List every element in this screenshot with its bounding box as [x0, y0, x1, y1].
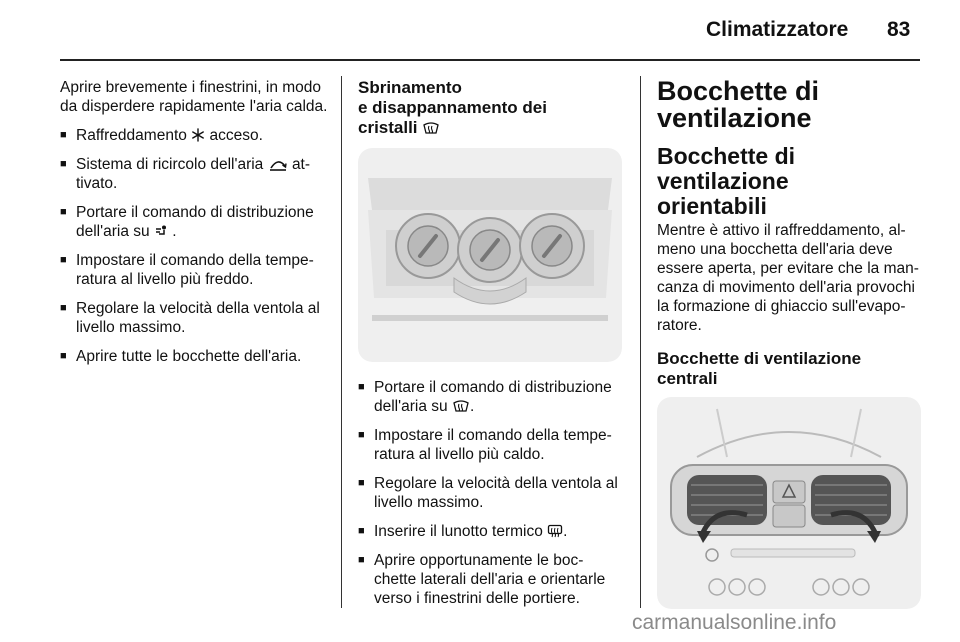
heading-line: ventilazione [657, 103, 812, 133]
bullet-text: at-tivato. [76, 156, 311, 192]
heading-line: Bocchette di [657, 76, 820, 106]
bullet-text: . [469, 398, 475, 415]
snowflake-icon [191, 128, 205, 142]
bullet-text: Inserire il lunotto termico [374, 523, 543, 540]
column-divider [341, 76, 342, 608]
heading-line: e disappannamento dei [358, 98, 547, 117]
bullet-text: Portare il comando di distribuzione dell'aria su [76, 204, 314, 240]
bullet-text: acceso. [209, 127, 263, 144]
sub-heading [657, 144, 923, 219]
list-item: ■ Aprire opportunamente le boc-chette laterali dell'aria e orientarle verso i finestrini delle portiere. [358, 551, 624, 608]
list-item [60, 203, 332, 241]
list-item: ■ Aprire tutte le bocchette dell'aria. [60, 347, 332, 366]
bullet-list [60, 126, 332, 366]
column-3 [657, 78, 923, 625]
list-item: ■ Regolare la velocità della ventola al livello massimo. [60, 299, 332, 337]
list-item: ■ Impostare il comando della tempe-ratura al livello più freddo. [60, 251, 332, 289]
list-item: ■ Regolare la velocità della ventola al livello massimo. [358, 474, 624, 512]
climate-control-panel-image [358, 148, 622, 362]
bullet-text: Sistema di ricircolo dell'aria [76, 156, 264, 173]
sub-sub-heading [657, 349, 923, 389]
main-heading [657, 78, 923, 132]
list-item [358, 378, 624, 416]
heading-line: Bocchette di ventilazione [657, 143, 796, 194]
page-number: 83 [887, 18, 911, 41]
column-2 [358, 78, 624, 618]
column-divider [640, 76, 641, 608]
header-rule [60, 59, 920, 61]
heading-text: cristalli [358, 118, 418, 137]
heading-line: orientabili [657, 193, 767, 219]
heading-line [358, 118, 624, 138]
heading-line: Bocchette di ventilazione [657, 349, 862, 368]
header-title: Climatizzatore [706, 18, 849, 41]
rear-window-heating-icon [547, 524, 563, 538]
column-1 [60, 78, 332, 376]
list-item [60, 126, 332, 145]
air-recirculation-icon [268, 159, 288, 171]
bullet-text: . [172, 223, 177, 240]
section-heading [358, 78, 624, 138]
list-item [358, 522, 624, 541]
bullet-text: Raffreddamento [76, 127, 187, 144]
heading-line: centrali [657, 369, 718, 388]
watermark: carmanualsonline.info [632, 611, 837, 634]
intro-paragraph: Aprire brevemente i finestrini, in modo da disperdere rapidamente l'aria calda. [60, 79, 328, 115]
list-item [60, 155, 332, 193]
bullet-list [358, 378, 624, 608]
bullet-text: . [563, 523, 568, 540]
list-item: ■ Impostare il comando della tempe-ratura al livello più caldo. [358, 426, 624, 464]
bullet-text: Portare il comando di distribuzione dell'aria su [374, 379, 612, 415]
air-distribution-icon [154, 225, 168, 238]
body-paragraph: Mentre è attivo il raffreddamento, al-meno una bocchetta dell'aria deve essere aperta, per evitare che la man-canza di movimento dell'aria provochi la formazione di ghiaccio sull'evapo-ratore. [657, 222, 919, 334]
windscreen-defrost-icon [422, 121, 440, 135]
heading-line: Sbrinamento [358, 78, 462, 97]
windscreen-defrost-icon [452, 399, 470, 413]
central-air-vents-image [657, 397, 921, 609]
